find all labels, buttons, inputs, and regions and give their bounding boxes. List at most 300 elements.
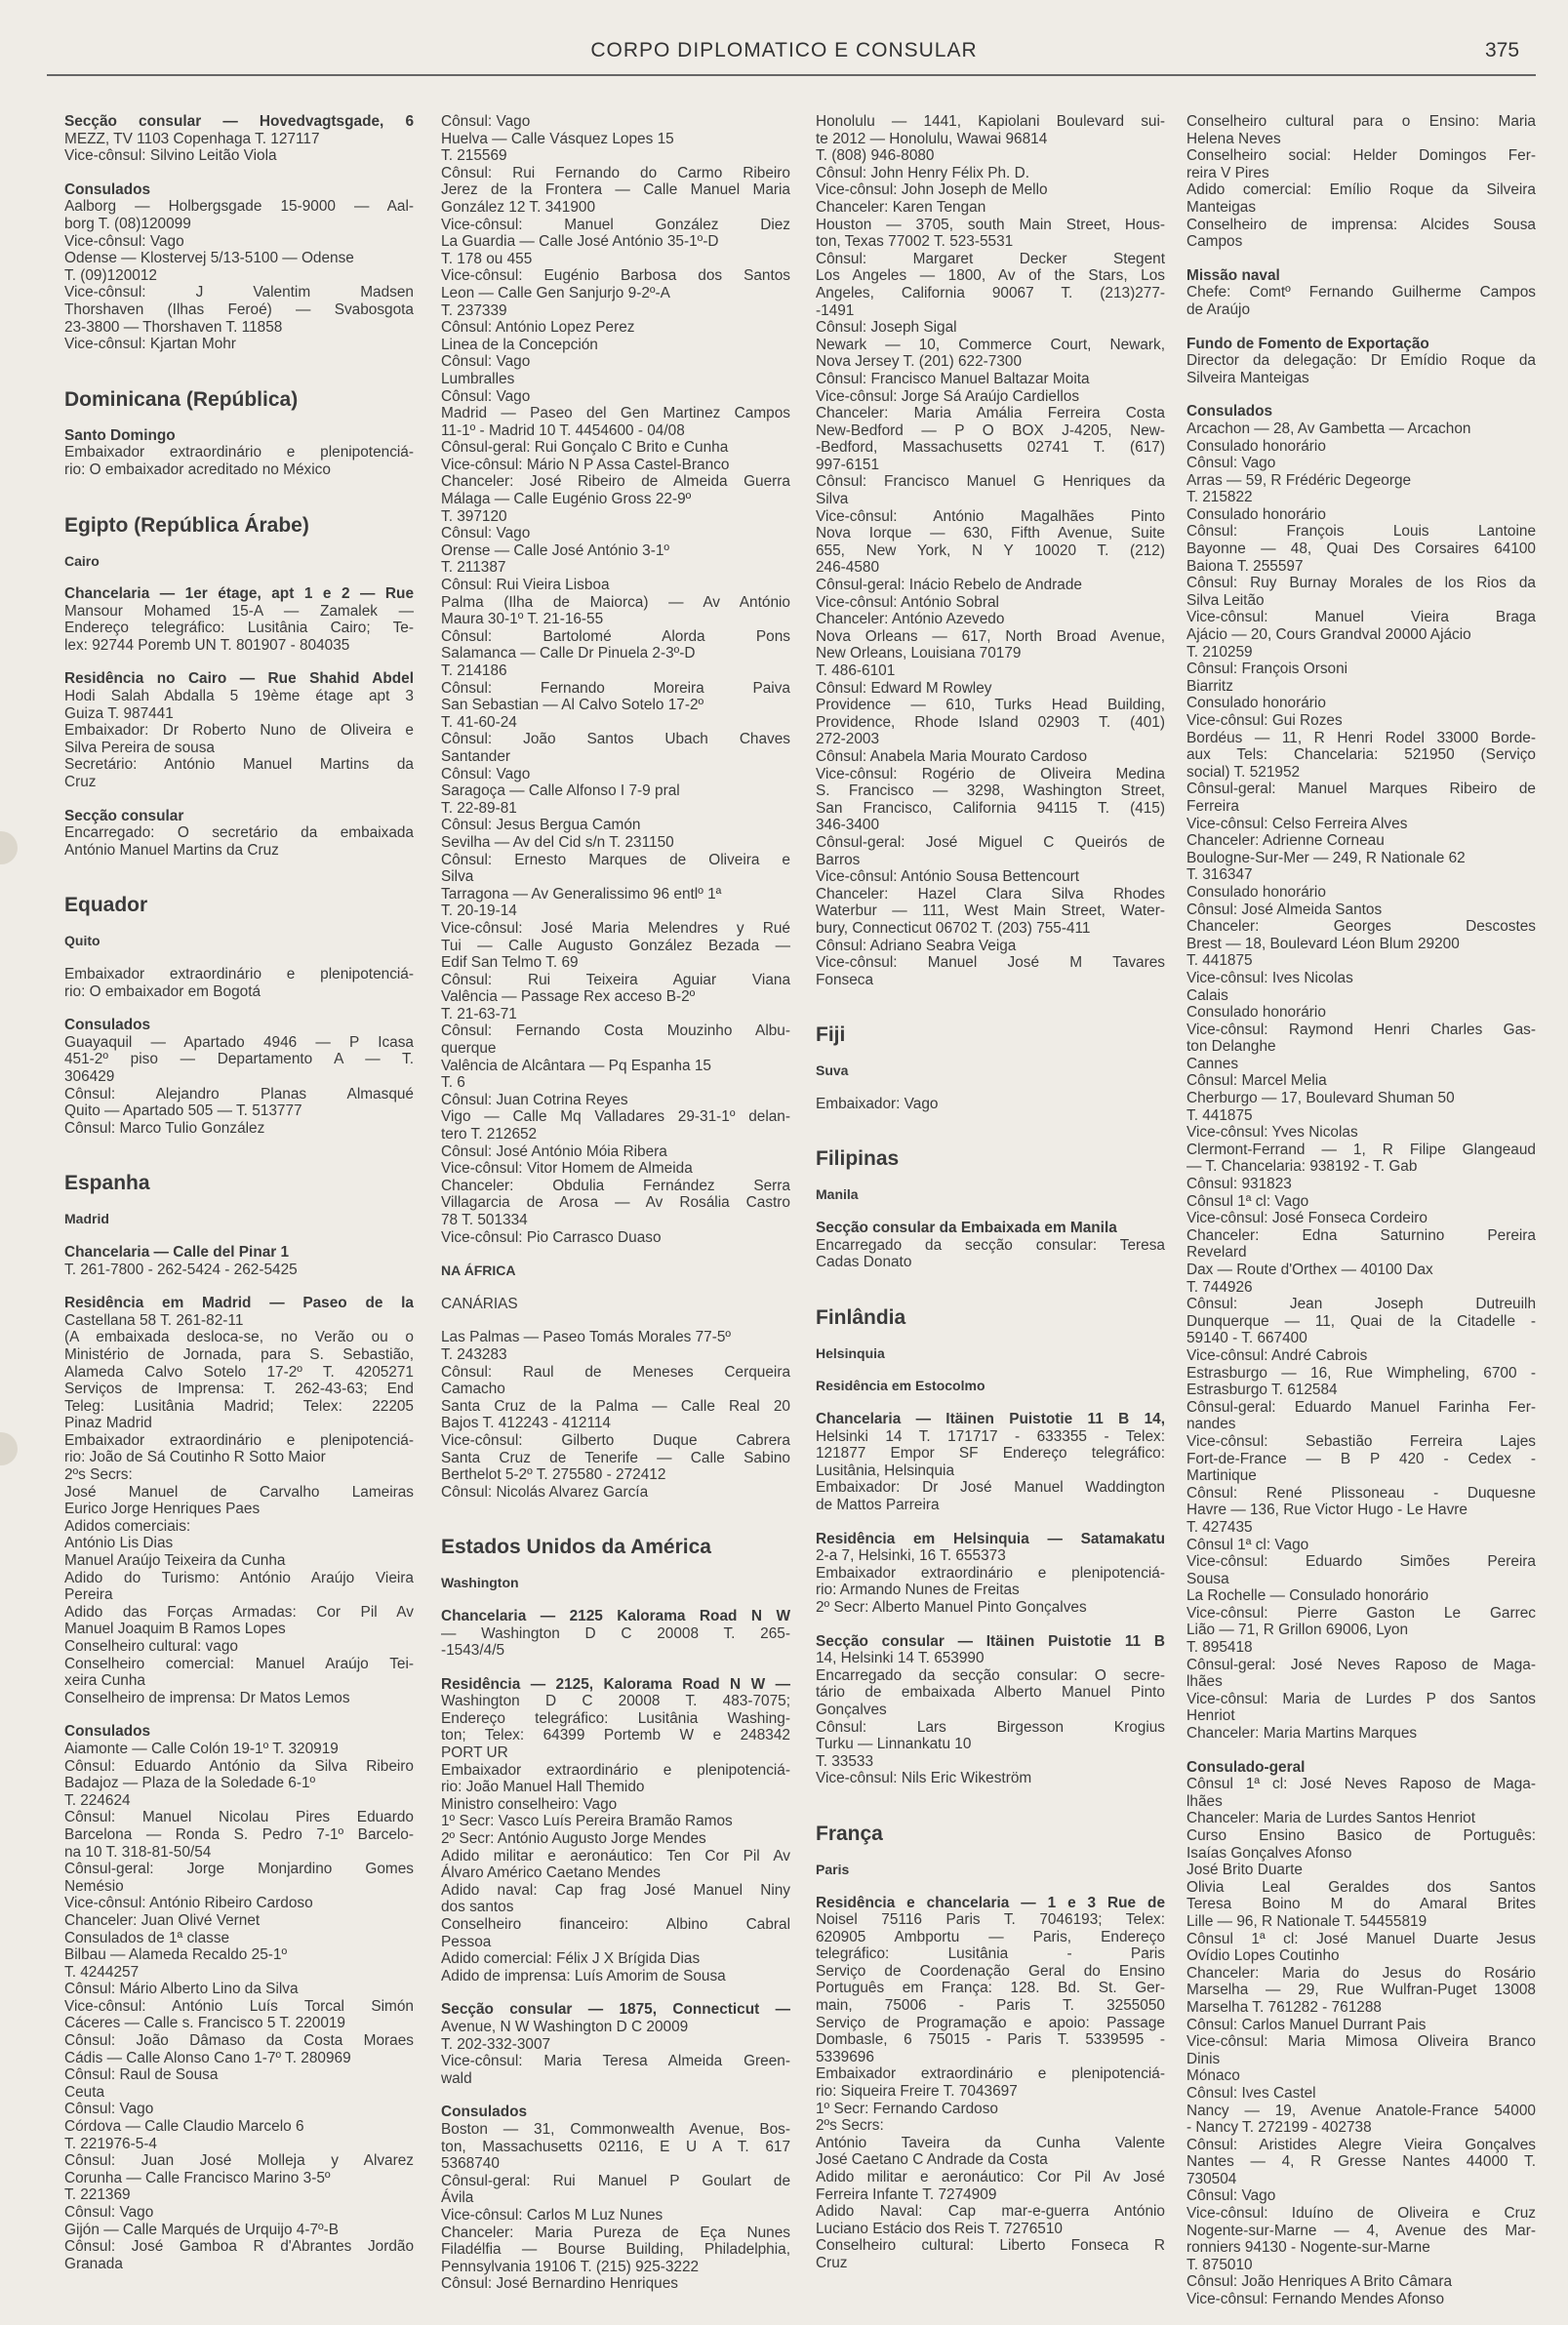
text-line: Houston — 3705, south Main Street, Hous-	[816, 216, 1165, 233]
text-line: Edif San Telmo T. 69	[441, 954, 579, 972]
entry-block	[441, 2001, 790, 2087]
text-line: Maura 30-1º T. 21-16-55	[441, 611, 604, 628]
text-line: Vice-cônsul: Vago	[64, 232, 184, 250]
entry-block	[64, 585, 414, 654]
text-line: Cônsul: Adriano Seabra Veiga	[816, 937, 1017, 954]
text-line: Helsinki 14 T. 171717 - 633355 - Telex:	[816, 1427, 1165, 1445]
text-line: Cônsul: René Plissoneau - Duquesne	[1186, 1484, 1536, 1502]
text-line: Alameda Calvo Sotelo 17-2º T. 4205271	[64, 1363, 414, 1381]
text-line: Consulado honorário	[1186, 695, 1326, 712]
text-line: Chancelaria — Itäinen Puistotie 11 B 14,	[816, 1411, 1165, 1428]
text-line: Cônsul 1ª cl: José Manuel Duarte Jesus	[1186, 1930, 1536, 1947]
text-line: Consulado-geral	[1186, 1758, 1306, 1776]
text-line: Santa Cruz de la Palma — Calle Real 20	[441, 1397, 790, 1415]
text-line: Valência — Passage Rex acceso B-2º	[441, 988, 696, 1006]
text-line: Silva Pereira de sousa	[64, 739, 215, 756]
text-line: Aiamonte — Calle Colón 19-1º T. 320919	[64, 1740, 339, 1757]
text-line: Nemésio	[64, 1877, 124, 1895]
text-line: Embaixador extraordinário e plenipotenciá-	[64, 444, 414, 461]
text-line: Cônsul: 931823	[1186, 1176, 1292, 1193]
text-line: La Rochelle — Consulado honorário	[1186, 1587, 1429, 1605]
text-line: António Taveira da Cunha Valente	[816, 2134, 1165, 2151]
text-line: Encarregado da secção consular: Teresa	[816, 1236, 1165, 1254]
text-line: Arcachon — 28, Av Gambetta — Arcachon	[1186, 420, 1471, 437]
entry-block	[441, 1676, 790, 1985]
text-line: Residência — 2125, Kalorama Road N W —	[441, 1675, 790, 1693]
text-line: Cônsul: Aristides Alegre Vieira Gonçalves	[1186, 2136, 1536, 2153]
text-line: Valência de Alcântara — Pq Espanha 15	[441, 1057, 711, 1074]
text-line: S. Francisco — 3298, Washington Street,	[816, 782, 1165, 800]
text-line: Mónaco	[1186, 2067, 1240, 2085]
text-line: 246-4580	[816, 559, 880, 577]
text-line: Nova Jersey T. (201) 622-7300	[816, 353, 1023, 371]
text-line: Providence, Rhode Island 02903 T. (401)	[816, 713, 1165, 731]
text-line: T. 221976-5-4	[64, 2135, 157, 2152]
text-line: Residência e chancelaria — 1 e 3 Rue de	[816, 1894, 1165, 1911]
text-line: T. 215569	[441, 147, 507, 165]
text-line: Vice-cônsul: António Ribeiro Cardoso	[64, 1895, 313, 1912]
text-line: Granada	[64, 2255, 123, 2272]
text-line: Consulados	[64, 1723, 151, 1741]
entry-block	[64, 181, 414, 353]
text-line: Vice-cônsul: Raymond Henri Charles Gas-	[1186, 1021, 1536, 1038]
text-line: Cônsul: João Henriques A Brito Câmara	[1186, 2273, 1453, 2291]
text-line: Avenue, N W Washington D C 20009	[441, 2018, 689, 2035]
text-line: T. 237339	[441, 301, 507, 319]
text-line: de Mattos Parreira	[816, 1497, 940, 1513]
country-heading: Finlândia	[816, 1305, 906, 1329]
text-line: Gijón — Calle Marqués de Urquijo 4-7º-B	[64, 2221, 340, 2238]
text-line: Vice-cônsul: Pio Carrasco Duaso	[441, 1228, 662, 1246]
text-line: ton, Texas 77002 T. 523-5531	[816, 233, 1014, 251]
text-line: Santa Cruz de Tenerife — Calle Sabino	[441, 1449, 790, 1466]
text-line: Cônsul: Alejandro Planas Almasqué	[64, 1085, 414, 1102]
text-line: 730504	[1186, 2170, 1237, 2187]
text-line: T. 214186	[441, 662, 507, 679]
text-line: Cônsul: Jesus Bergua Camón	[441, 817, 641, 834]
text-line: Embaixador extraordinário e plenipotenciá-	[816, 2065, 1165, 2083]
text-line: Lusitânia, Helsinquia	[816, 1462, 955, 1479]
text-line: social) T. 521952	[1186, 763, 1301, 781]
text-line: Tui — Calle Augusto González Bezada —	[441, 937, 790, 954]
text-line: Revelard	[1186, 1244, 1247, 1262]
text-line: San Sebastian — Al Calvo Sotelo 17-2º	[441, 697, 704, 714]
text-line: 5339696	[816, 2048, 874, 2065]
country-heading: Fiji	[816, 1023, 846, 1047]
text-line: T. 210259	[1186, 643, 1253, 661]
text-line: Cônsul: Vago	[64, 2101, 154, 2118]
text-line: Cônsul: Francisco Manuel G Henriques da	[816, 473, 1165, 491]
text-line: bury, Connecticut 06702 T. (203) 755-411	[816, 919, 1091, 937]
text-line: Marselha — 29, Rue Wulfran-Puget 13008	[1186, 1982, 1536, 1999]
text-line: T. 20-19-14	[441, 902, 517, 920]
text-line: González 12 T. 341900	[441, 198, 596, 216]
text-line: Cônsul: António Lopez Perez	[441, 319, 635, 337]
text-line: Encarregado da secção consular: O secre-	[816, 1666, 1165, 1684]
text-line: Vice-cônsul: Nils Eric Wikeström	[816, 1770, 1032, 1787]
text-line: Marselha T. 761282 - 761288	[1186, 1998, 1382, 2016]
text-line: Embaixador: Dr José Manuel Waddington	[816, 1479, 1165, 1497]
text-line: Nova Iorque — 630, Fifth Avenue, Suite	[816, 525, 1165, 542]
text-line: 1º Secr: Fernando Cardoso	[816, 2100, 998, 2117]
page-number: 375	[1485, 39, 1520, 61]
entry-block	[441, 1329, 790, 1501]
text-line: Ceuta	[64, 2083, 105, 2101]
entry-block	[816, 1895, 1165, 2272]
text-line: Leon — Calle Gen Sanjurjo 9-2º-A	[441, 284, 670, 301]
text-line: 121877 Empor SF Endereço telegráfico:	[816, 1445, 1165, 1463]
text-line: Biarritz	[1186, 677, 1233, 695]
text-line: T. 224624	[64, 1791, 131, 1809]
entry-block	[441, 2104, 790, 2293]
text-line: Gonçalves	[816, 1701, 887, 1718]
text-line: Isaías Gonçalves Afonso	[1186, 1844, 1352, 1862]
text-line: 2-a 7, Helsinki, 16 T. 655373	[816, 1547, 1006, 1565]
text-line: Adido militar e aeronáutico: Ten Cor Pil Av	[441, 1847, 790, 1864]
text-line: Brest — 18, Boulevard Léon Blum 29200	[1186, 935, 1460, 952]
text-line: Thorshaven (Ilhas Feroé) — Svabosgota	[64, 301, 414, 318]
text-line: Residência em Madrid — Paseo de la	[64, 1295, 414, 1312]
text-line: Palma (Ilha de Maiorca) — Av António	[441, 593, 790, 611]
text-line: T. 427435	[1186, 1518, 1253, 1536]
text-line: Vice-cônsul: Mário N P Assa Castel-Branco	[441, 456, 730, 473]
text-line: Cônsul: Fernando Costa Mouzinho Albu-	[441, 1022, 790, 1040]
text-line: José Brito Duarte	[1186, 1862, 1303, 1879]
entry-block	[64, 1295, 414, 1706]
text-line: Ávila	[441, 2189, 474, 2207]
text-line: Silva Leitão	[1186, 591, 1265, 609]
text-line: Adidos comerciais:	[64, 1517, 191, 1535]
text-line: T. 441875	[1186, 952, 1253, 970]
text-line: Vice-cônsul: Manuel José M Tavares	[816, 954, 1165, 972]
text-line: Martinique	[1186, 1467, 1257, 1485]
text-line: Vice-cônsul: Pierre Gaston Le Garrec	[1186, 1604, 1536, 1622]
text-line: Adido do Turismo: António Araújo Vieira	[64, 1569, 414, 1586]
column-2	[441, 113, 790, 2309]
text-line: Manuel Araújo Teixeira da Cunha	[64, 1552, 286, 1570]
city-subheading: Helsinquia	[816, 1344, 885, 1361]
entry-block	[64, 113, 414, 165]
text-line: lhães	[1186, 1673, 1223, 1691]
text-line: Embaixador extraordinário e plenipotenciá-	[441, 1761, 790, 1779]
text-line: Dunquerque — 11, Quai de la Citadelle -	[1186, 1312, 1536, 1330]
text-line: Chanceler: Obdulia Fernández Serra	[441, 1177, 790, 1194]
text-line: Silva	[441, 868, 474, 886]
text-line: José Manuel de Carvalho Lameiras	[64, 1483, 414, 1501]
text-line: Vice-cônsul: Gui Rozes	[1186, 712, 1343, 729]
text-line: Silva	[816, 491, 849, 508]
text-line: T. (808) 946-8080	[816, 147, 935, 165]
text-line: T. 221369	[64, 2186, 131, 2204]
text-line: Vice-cônsul: António Luís Torcal Simón	[64, 1997, 414, 2015]
text-line: Chanceler: Juan Olivé Vernet	[64, 1911, 261, 1929]
text-line: António Lis Dias	[64, 1535, 174, 1552]
text-line: Consulados	[64, 1017, 151, 1034]
text-line: Secção consular da Embaixada em Manila	[816, 1220, 1117, 1237]
text-line: Nantes — 4, R Gresse Nantes 44000 T.	[1186, 2153, 1536, 2171]
text-line: Waterbur — 111, West Main Street, Water-	[816, 902, 1165, 920]
text-line: Vice-cônsul: Maria Teresa Almeida Green-	[441, 2053, 790, 2070]
text-line: Pinaz Madrid	[64, 1415, 152, 1432]
text-line: T. 441875	[1186, 1106, 1253, 1124]
text-line: Cônsul: Vago	[441, 353, 531, 371]
entry-block	[441, 113, 790, 1246]
text-line: Cruz	[64, 774, 97, 791]
text-line: Sousa	[1186, 1570, 1229, 1587]
city-subheading: Quito	[64, 933, 101, 949]
text-line: Teresa Boino M do Amaral Brites	[1186, 1896, 1536, 1913]
text-line: Vice-cônsul: Celso Ferreira Alves	[1186, 815, 1408, 832]
text-line: Vice-cônsul: Eduardo Simões Pereira	[1186, 1553, 1536, 1571]
text-line: lhães	[1186, 1792, 1223, 1810]
text-line: Cônsul: Vago	[441, 765, 531, 782]
text-line: Vice-cônsul: John Joseph de Mello	[816, 181, 1048, 199]
text-line: Jerez de la Frontera — Calle Manuel Maria	[441, 181, 790, 199]
text-line: Los Angeles — 1800, Av of the Stars, Los	[816, 267, 1165, 285]
text-line: Chanceler: Edna Saturnino Pereira	[1186, 1226, 1536, 1244]
entry-block	[441, 1608, 790, 1660]
text-line: Cônsul: Ives Castel	[1186, 2084, 1316, 2102]
text-line: Vice-cônsul: Carlos M Luz Nunes	[441, 2206, 663, 2224]
text-line: Vice-cônsul: Sebastião Ferreira Lajes	[1186, 1432, 1536, 1450]
text-line: Adido militar e aeronáutico: Cor Pil Av José	[816, 2169, 1165, 2185]
text-line: Chanceler: José Ribeiro de Almeida Guerra	[441, 473, 790, 491]
text-line: rio: Armando Nunes de Freitas	[816, 1582, 1020, 1599]
text-line: Chancelaria — 1er étage, apt 1 e 2 — Rue	[64, 585, 414, 603]
country-heading: Estados Unidos da América	[441, 1536, 711, 1559]
text-line: Cherburgo — 17, Boulevard Shuman 50	[1186, 1090, 1455, 1107]
text-line: António Manuel Martins da Cruz	[64, 841, 279, 859]
text-line: 346-3400	[816, 817, 880, 834]
text-line: Eurico Jorge Henriques Paes	[64, 1501, 261, 1518]
text-line: dos santos	[441, 1899, 514, 1916]
text-line: Cônsul-geral: Rui Manuel P Goulart de	[441, 2172, 790, 2189]
text-line: Estrasburgo T. 612584	[1186, 1382, 1338, 1399]
text-line: Cônsul-geral: Eduardo Manuel Farinha Fer-	[1186, 1398, 1536, 1416]
text-line: MEZZ, TV 1103 Copenhaga T. 127117	[64, 130, 320, 147]
text-line: T. 33533	[816, 1752, 874, 1770]
text-line: Cônsul: Vago	[64, 2204, 154, 2221]
text-line: Cônsul: Vago	[441, 387, 531, 405]
text-line: Vice-cônsul: Vitor Homem de Almeida	[441, 1160, 693, 1178]
text-line: Linea de la Concepción	[441, 336, 598, 353]
text-line: Cônsul-geral: Inácio Rebelo de Andrade	[816, 577, 1082, 594]
text-line: Cônsul: Lars Birgesson Krogius	[816, 1718, 1165, 1736]
text-line: Castellana 58 T. 261-82-11	[64, 1311, 244, 1329]
text-line: Consulados	[1186, 403, 1273, 421]
text-line: Conselheiro de imprensa: Alcides Sousa	[1186, 216, 1536, 233]
text-line: Ovídio Lopes Coutinho	[1186, 1947, 1340, 1965]
text-line: Washington D C 20008 T. 483-7075;	[441, 1693, 790, 1710]
text-line: borg T. (08)120099	[64, 215, 191, 232]
text-line: Badajoz — Plaza de la Soledade 6-1º	[64, 1775, 316, 1792]
text-line: Santo Domingo	[64, 426, 176, 444]
text-line: Cônsul: João Dâmaso da Costa Moraes	[64, 2032, 414, 2050]
text-line: -1491	[816, 301, 855, 319]
text-line: T. 6	[441, 1074, 465, 1092]
binder-hole-bottom	[0, 1432, 18, 1465]
text-line: Lille — 96, R Nationale T. 54455819	[1186, 1912, 1427, 1930]
text-line: Conselheiro comercial: Manuel Araújo Tei-	[64, 1655, 414, 1672]
text-line: Cônsul: Marco Tulio González	[64, 1119, 265, 1137]
text-line: Chanceler: Maria Martins Marques	[1186, 1725, 1418, 1743]
header-rule	[47, 74, 1536, 76]
text-line: Vice-cônsul: Manuel González Diez	[441, 216, 790, 233]
entry-block	[816, 1411, 1165, 1514]
text-line: Ferreira Infante T. 7274909	[816, 2185, 997, 2203]
text-line: Adido das Forças Armadas: Cor Pil Av	[64, 1603, 414, 1621]
text-line: Angeles, California 90067 T. (213)277-	[816, 284, 1165, 301]
text-line: Providence — 610, Turks Head Building,	[816, 697, 1165, 714]
entry-block	[441, 1296, 790, 1313]
text-line: T. 895418	[1186, 1639, 1253, 1657]
text-line: Conselheiro financeiro: Albino Cabral	[441, 1916, 790, 1933]
entry-block	[1186, 336, 1536, 387]
text-line: 272-2003	[816, 731, 880, 748]
text-line: Filadélfia — Bourse Building, Philadelphia,	[441, 2241, 790, 2259]
text-line: Consulado honorário	[1186, 883, 1326, 901]
running-header-title: CORPO DIPLOMATICO E CONSULAR	[590, 39, 978, 61]
text-line: Vice-cônsul: J Valentim Madsen	[64, 284, 414, 301]
text-line: ton; Telex: 64399 Portemb W e 248342	[441, 1727, 790, 1744]
text-line: La Guardia — Calle José António 35-1º-D	[441, 233, 719, 251]
text-line: Serviço de Coordenação Geral do Ensino	[816, 1962, 1165, 1980]
text-line: Consulado honorário	[1186, 437, 1326, 455]
text-line: 451-2º piso — Departamento A — T.	[64, 1051, 414, 1068]
text-line: Adido comercial: Félix J X Brígida Dias	[441, 1950, 701, 1968]
text-line: T. 202-332-3007	[441, 2035, 551, 2053]
text-line: Secretário: António Manuel Martins da	[64, 756, 414, 774]
text-line: Embaixador: Dr Roberto Nuno de Oliveira e	[64, 722, 414, 740]
text-line: Cônsul: Vago	[441, 113, 531, 130]
text-line: Cônsul: Joseph Sigal	[816, 319, 957, 337]
text-line: Cônsul: Fernando Moreira Paiva	[441, 679, 790, 697]
text-line: Chanceler: Karen Tengan	[816, 198, 986, 216]
text-line: Vigo — Calle Mq Valladares 29-31-1º delan-	[441, 1108, 790, 1126]
text-line: Cônsul: Rui Fernando do Carmo Ribeiro	[441, 164, 790, 181]
text-line: Barcelona — Ronda S. Pedro 7-1º Barcelo-	[64, 1825, 414, 1843]
text-line: Cônsul: José António Móia Ribera	[441, 1142, 667, 1160]
text-line: Barros	[816, 851, 861, 868]
text-line: Huelva — Calle Vásquez Lopes 15	[441, 130, 674, 147]
city-subheading: Residência em Estocolmo	[816, 1378, 985, 1394]
entry-block	[1186, 403, 1536, 1742]
text-line: 1º Secr: Vasco Luís Pereira Bramão Ramos	[441, 1813, 733, 1830]
country-heading: Equador	[64, 894, 148, 917]
text-line: Turku — Linnankatu 10	[816, 1736, 972, 1753]
text-line: Português em França: 128. Bd. St. Ger-	[816, 1980, 1165, 1997]
entry-block	[64, 1017, 414, 1137]
text-line: reira V Pires	[1186, 164, 1269, 181]
text-line: Berthelot 5-2º T. 275580 - 272412	[441, 1466, 666, 1484]
text-line: — T. Chancelaria: 938192 - T. Gab	[1186, 1158, 1418, 1176]
text-line: Cônsul: Raul de Meneses Cerqueira	[441, 1363, 790, 1381]
text-line: Tarragona — Av Generalissimo 96 entlº 1ª	[441, 885, 722, 902]
text-line: Pereira	[64, 1586, 113, 1604]
text-line: Vice-cônsul: Maria de Lurdes P dos Santos	[1186, 1690, 1536, 1707]
entry-block	[64, 808, 414, 860]
text-line: Vice-cônsul: Fernando Mendes Afonso	[1186, 2291, 1445, 2308]
text-line: Córdova — Calle Claudio Marcelo 6	[64, 2118, 304, 2136]
text-line: Luciano Estácio dos Reis T. 7276510	[816, 2220, 1063, 2237]
text-line: Dinis	[1186, 2050, 1221, 2067]
text-line: Cannes	[1186, 1055, 1239, 1072]
text-line: New-Bedford — P O BOX J-4205, New-	[816, 421, 1165, 439]
city-subheading: NA ÁFRICA	[441, 1263, 516, 1279]
text-line: main, 75006 - Paris T. 3255050	[816, 1997, 1165, 2015]
text-line: José Caetano C Andrade da Costa	[816, 2151, 1048, 2169]
city-subheading: Paris	[816, 1861, 850, 1877]
text-line: 14, Helsinki 14 T. 653990	[816, 1650, 985, 1667]
text-line: Nogente-sur-Marne — 4, Avenue des Mar-	[1186, 2222, 1536, 2239]
text-line: T. 4244257	[64, 1963, 140, 1981]
text-line: Cônsul: Eduardo António da Silva Ribeiro	[64, 1757, 414, 1775]
text-line: Newark — 10, Commerce Court, Newark,	[816, 336, 1165, 353]
text-line: Vice-cônsul: José Fonseca Cordeiro	[1186, 1210, 1427, 1227]
text-line: Fundo de Fomento de Exportação	[1186, 335, 1429, 352]
text-line: Vice-cônsul: José Maria Melendres y Rué	[441, 919, 790, 937]
city-subheading: Suva	[816, 1062, 849, 1079]
text-line: Villagarcia de Arosa — Av Rosália Castro	[441, 1194, 790, 1212]
text-line: Chanceler: Adrienne Corneau	[1186, 832, 1385, 850]
text-line: 2º Secr: António Augusto Jorge Mendes	[441, 1830, 706, 1848]
binder-hole-top	[0, 831, 18, 864]
text-line: 59140 - T. 667400	[1186, 1330, 1307, 1347]
text-line: Vice-cônsul: António Magalhães Pinto	[816, 507, 1165, 525]
text-line: Las Palmas — Paseo Tomás Morales 77-5º	[441, 1329, 732, 1346]
text-line: Ministro conselheiro: Vago	[441, 1795, 618, 1813]
text-line: 997-6151	[816, 456, 880, 473]
text-line: Vice-cônsul: Maria Mimosa Oliveira Branco	[1186, 2033, 1536, 2051]
text-line: Cônsul-geral: José Neves Raposo de Maga-	[1186, 1656, 1536, 1673]
text-line: Curso Ensino Basico de Português:	[1186, 1827, 1536, 1844]
text-line: Manuel Joaquim B Ramos Lopes	[64, 1621, 286, 1638]
text-line: na 10 T. 318-81-50/54	[64, 1843, 212, 1861]
text-line: 2ºs Secrs:	[64, 1466, 133, 1484]
text-line: Cruz	[816, 2254, 848, 2271]
text-line: Chanceler: António Azevedo	[816, 611, 1005, 628]
text-line: T. 875010	[1186, 2256, 1253, 2273]
text-line: rio: João Manuel Hall Themido	[441, 1779, 645, 1796]
text-line: Saragoça — Calle Alfonso I 7-9 pral	[441, 782, 680, 800]
text-line: Vice-cônsul: Rogério de Oliveira Medina	[816, 765, 1165, 782]
text-line: Residência em Helsinquia — Satamakatu	[816, 1530, 1165, 1547]
text-line: Consulados	[64, 180, 151, 198]
text-line: Chefe: Comtº Fernando Guilherme Campos	[1186, 284, 1536, 301]
text-line: Cônsul-geral: Manuel Marques Ribeiro de	[1186, 781, 1536, 798]
text-line: Cônsul: Rui Vieira Lisboa	[441, 577, 610, 594]
text-line: San Francisco, California 94115 T. (415)	[816, 799, 1165, 817]
text-line: Olivia Leal Geraldes dos Santos	[1186, 1878, 1536, 1896]
text-line: Cádis — Calle Alonso Cano 1-7º T. 280969	[64, 2049, 351, 2066]
text-line: 306429	[64, 1067, 115, 1085]
text-line: Serviço de Programação e apoio: Passage	[816, 2014, 1165, 2031]
text-line: Embaixador extraordinário e plenipotenciá-	[64, 1431, 414, 1449]
text-line: rio: João de Sá Coutinho R Sotto Maior	[64, 1449, 326, 1466]
text-line: xeira Cunha	[64, 1672, 145, 1690]
text-line: Cônsul 1ª cl: Vago	[1186, 1192, 1309, 1210]
text-line: T. 211387	[441, 559, 506, 577]
text-line: Cônsul-geral: Jorge Monjardino Gomes	[64, 1861, 414, 1878]
text-line: Cônsul: Carlos Manuel Durrant Pais	[1186, 2016, 1427, 2033]
text-line: Cônsul: Rui Teixeira Aguiar Viana	[441, 971, 790, 988]
text-line: Madrid — Paseo del Gen Martinez Campos	[441, 405, 790, 422]
text-line: Cônsul: François Louis Lantoine	[1186, 523, 1536, 541]
text-line: Embaixador extraordinário e plenipotenciá-	[64, 966, 414, 982]
text-line: Bordéus — 11, R Henri Rodel 33000 Borde-	[1186, 729, 1536, 746]
text-line: Hodi Salah Abdalla 5 19ème étage apt 3	[64, 688, 414, 705]
text-line: Vice-cônsul: Manuel Vieira Braga	[1186, 609, 1536, 626]
